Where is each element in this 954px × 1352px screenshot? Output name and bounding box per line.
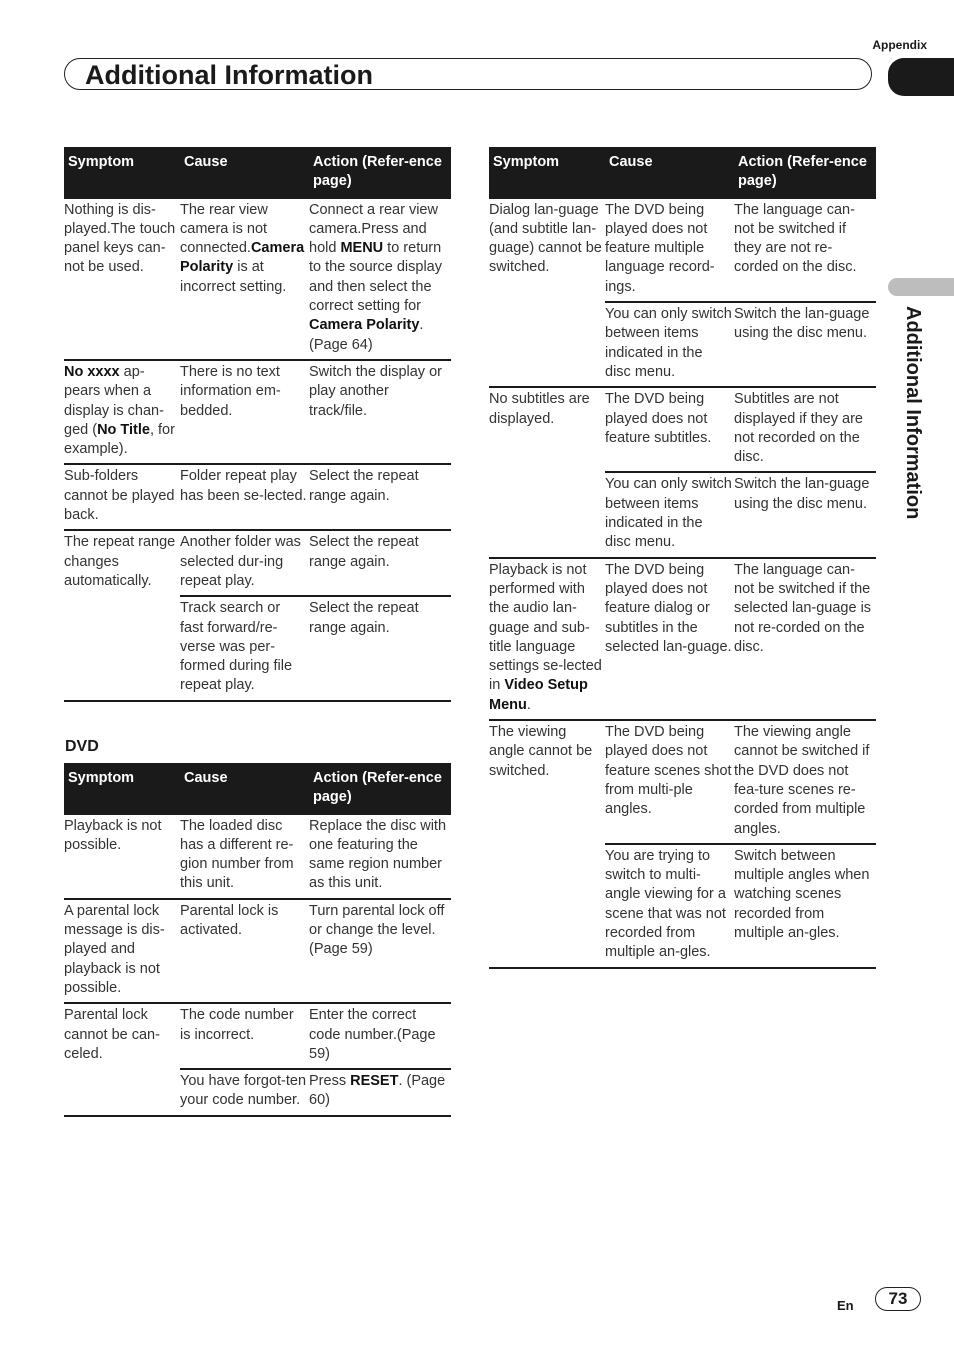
- action-cell: The language can-not be switched if the selected lan-guage is not re-corded on the disc.: [734, 558, 876, 720]
- cause-cell: Another folder was selected dur-ing repeat play.: [180, 530, 309, 596]
- troubleshooting-table-dvd: [64, 763, 451, 1117]
- cause-cell: Parental lock is activated.: [180, 899, 309, 1003]
- table-row: [64, 464, 451, 530]
- table-row: [64, 1003, 451, 1069]
- action-cell: Select the repeat range again.: [309, 464, 451, 530]
- table-header-row: [64, 147, 451, 199]
- cause-cell: The loaded disc has a different re-gion number from this unit.: [180, 815, 309, 899]
- action-cell: Subtitles are not displayed if they are not recorded on the disc.: [734, 387, 876, 472]
- cause-cell: You have forgot-ten your code number.: [180, 1069, 309, 1116]
- cause-cell: There is no text information em-bedded.: [180, 360, 309, 464]
- chapter-tab-marker: [888, 58, 954, 96]
- page-title-frame: [64, 58, 872, 90]
- table-row: [489, 720, 876, 844]
- action-cell: Enter the correct code number.(Page 59): [309, 1003, 451, 1069]
- cause-cell: The DVD being played does not feature subtitles.: [605, 387, 734, 472]
- cause-cell: The DVD being played does not feature scenes shot from multi-ple angles.: [605, 720, 734, 844]
- dvd-section-heading: DVD: [65, 738, 99, 755]
- cause-cell: The DVD being played does not feature dialog or subtitles in the selected lan-guage.: [605, 558, 734, 720]
- header-cause: Cause: [180, 763, 309, 815]
- cause-cell: The rear view camera is not connected.Camera Polarity is at incorrect setting.: [180, 199, 309, 360]
- symptom-cell: No xxxx ap-pears when a display is chan-ged (No Title, for example).: [64, 360, 180, 464]
- symptom-cell: Parental lock cannot be can-celed.: [64, 1003, 180, 1115]
- table-row: [489, 558, 876, 720]
- header-symptom: Symptom: [64, 763, 180, 815]
- symptom-cell: Dialog lan-guage (and subtitle lan-guage) cannot be switched.: [489, 199, 605, 388]
- action-cell: Replace the disc with one featuring the same region number as this unit.: [309, 815, 451, 899]
- table-row: [64, 530, 451, 596]
- action-cell: Switch between multiple angles when watching scenes recorded from multiple an-gles.: [734, 844, 876, 968]
- symptom-cell: Nothing is dis-played.The touch panel keys can-not be used.: [64, 199, 180, 360]
- table-header-row: [64, 763, 451, 815]
- action-cell: Switch the display or play another track/file.: [309, 360, 451, 464]
- symptom-cell: Sub-folders cannot be played back.: [64, 464, 180, 530]
- symptom-cell: No subtitles are displayed.: [489, 387, 605, 557]
- symptom-cell: Playback is not performed with the audio lan-guage and sub-title language settings se-lected in Video Setup Menu.: [489, 558, 605, 720]
- table-row: [64, 899, 451, 1003]
- troubleshooting-table-general: [64, 147, 451, 702]
- header-action: Action (Refer-ence page): [309, 763, 451, 815]
- action-cell: Select the repeat range again.: [309, 530, 451, 596]
- action-cell: The language can-not be switched if they are not re-corded on the disc.: [734, 199, 876, 302]
- table-row: [489, 199, 876, 302]
- table-header-row: [489, 147, 876, 199]
- header-cause: Cause: [605, 147, 734, 199]
- action-cell: Press RESET. (Page 60): [309, 1069, 451, 1116]
- symptom-cell: The viewing angle cannot be switched.: [489, 720, 605, 968]
- cause-cell: The DVD being played does not feature multiple language record-ings.: [605, 199, 734, 302]
- action-cell: The viewing angle cannot be switched if the DVD does not fea-ture scenes re-corded from multiple angles.: [734, 720, 876, 844]
- cause-cell: Folder repeat play has been se-lected.: [180, 464, 309, 530]
- action-cell: Switch the lan-guage using the disc menu.: [734, 302, 876, 387]
- symptom-cell: A parental lock message is dis-played and playback is not possible.: [64, 899, 180, 1003]
- header-symptom: Symptom: [489, 147, 605, 199]
- cause-cell: The code number is incorrect.: [180, 1003, 309, 1069]
- table-row: [64, 199, 451, 360]
- cause-cell: You can only switch between items indicated in the disc menu.: [605, 472, 734, 557]
- table-row: [489, 387, 876, 472]
- section-label: Appendix: [872, 38, 927, 52]
- header-cause: Cause: [180, 147, 309, 199]
- side-section-label: Additional Information: [902, 306, 924, 520]
- action-cell: Select the repeat range again.: [309, 596, 451, 700]
- page-number: 73: [875, 1287, 921, 1311]
- header-action: Action (Refer-ence page): [309, 147, 451, 199]
- table-row: [64, 360, 451, 464]
- symptom-cell: Playback is not possible.: [64, 815, 180, 899]
- page-title: Additional Information: [85, 60, 373, 90]
- cause-cell: Track search or fast forward/re-verse was per-formed during file repeat play.: [180, 596, 309, 700]
- symptom-cell: The repeat range changes automatically.: [64, 530, 180, 700]
- header-symptom: Symptom: [64, 147, 180, 199]
- troubleshooting-table-dvd-continued: [489, 147, 876, 969]
- section-tab-marker: [888, 278, 954, 296]
- action-cell: Switch the lan-guage using the disc menu.: [734, 472, 876, 557]
- header-action: Action (Refer-ence page): [734, 147, 876, 199]
- cause-cell: You are trying to switch to multi-angle viewing for a scene that was not recorded from multiple an-gles.: [605, 844, 734, 968]
- action-cell: Connect a rear view camera.Press and hold MENU to return to the source display and then select the correct setting for Camera Polarity.(Page 64): [309, 199, 451, 360]
- table-row: [64, 815, 451, 899]
- action-cell: Turn parental lock off or change the level. (Page 59): [309, 899, 451, 1003]
- cause-cell: You can only switch between items indicated in the disc menu.: [605, 302, 734, 387]
- language-label: En: [837, 1298, 854, 1313]
